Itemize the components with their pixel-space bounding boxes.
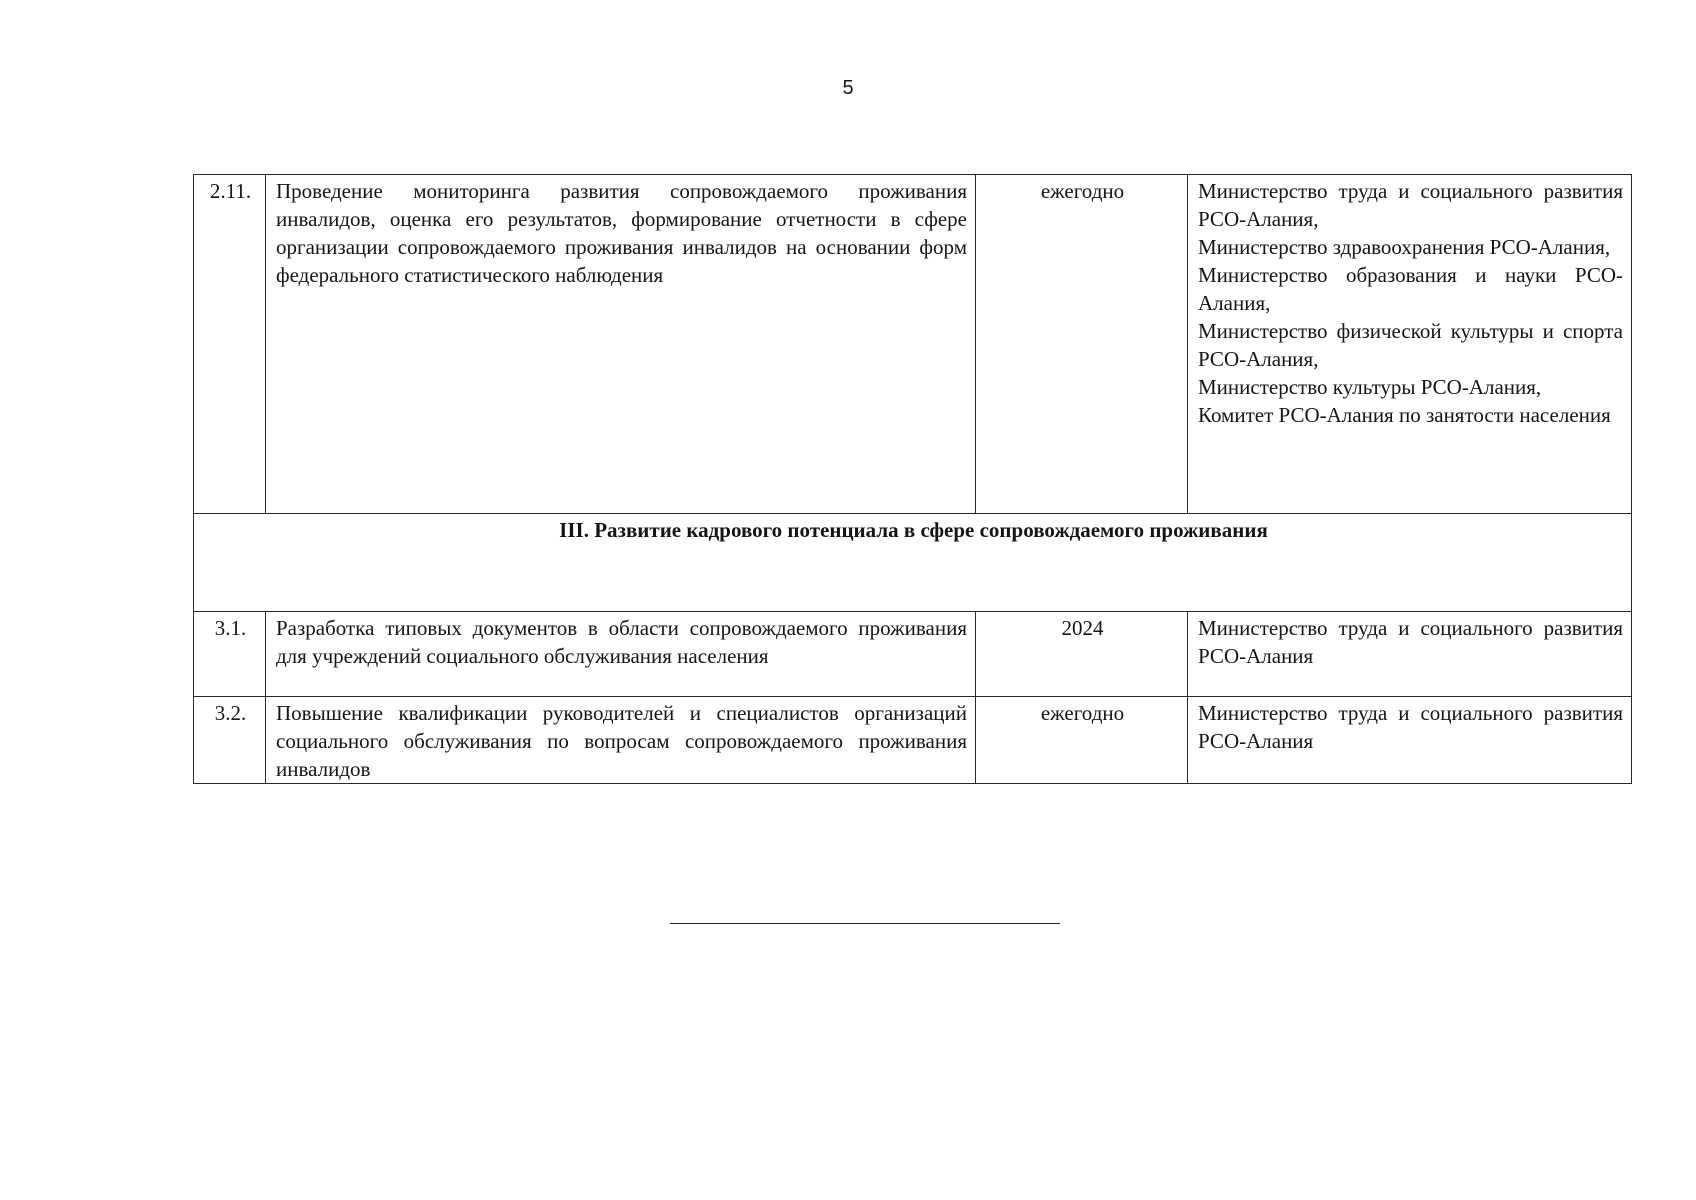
executor-line: Министерство культуры РСО-Алания, [1198,375,1542,399]
item-executors [1188,175,1632,514]
closing-rule [670,923,1060,924]
item-term: ежегодно [976,175,1188,514]
item-activity: Повышение квалификации руководителей и специалистов организаций социального обслуживания по вопросам сопровождаемого проживания инвалидов [266,697,976,784]
executor-line: Министерство здравоохранения РСО-Алания, [1198,235,1611,259]
item-term: 2024 [976,612,1188,697]
table-row [194,175,1632,514]
section-heading: III. Развитие кадрового потенциала в сфере сопровождаемого проживания [194,514,1632,612]
executor-line: Комитет РСО-Алания по занятости населения [1198,403,1611,427]
item-number: 3.1. [194,612,266,697]
measures-table [193,174,1632,784]
item-term: ежегодно [976,697,1188,784]
executor-line: Министерство труда и социального развития РСО-Алания, [1198,179,1623,231]
executor-line: Министерство физической культуры и спорта РСО-Алания, [1198,319,1623,371]
item-executors: Министерство труда и социального развития РСО-Алания [1188,612,1632,697]
page-number: 5 [842,77,854,99]
table-row [194,612,1632,697]
item-number: 2.11. [194,175,266,514]
item-number: 3.2. [194,697,266,784]
table-row [194,697,1632,784]
item-activity: Разработка типовых документов в области сопровождаемого проживания для учреждений социального обслуживания населения [266,612,976,697]
section-heading-row [194,514,1632,612]
item-activity: Проведение мониторинга развития сопровождаемого проживания инвалидов, оценка его результатов, формирование отчетности в сфере организации сопровождаемого проживания инвалидов на основании форм федерального статистического наблюдения [266,175,976,514]
item-executors: Министерство труда и социального развития РСО-Алания [1188,697,1632,784]
executor-line: Министерство образования и науки РСО-Алания, [1198,263,1623,315]
